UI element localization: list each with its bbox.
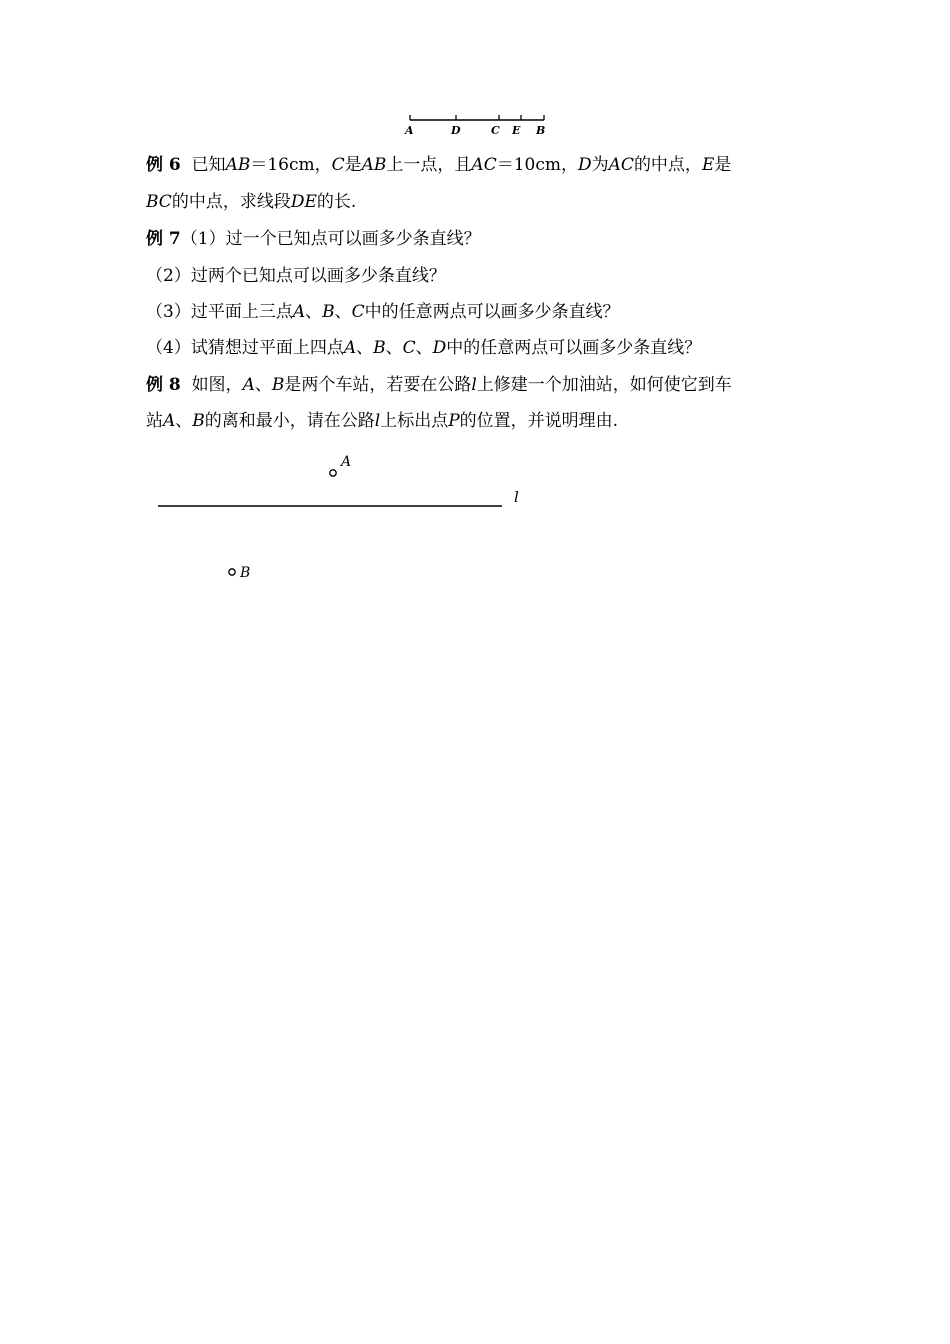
label-d: D [451,124,461,137]
var: A [343,338,357,358]
var: l [374,411,381,431]
segment-figure [396,110,556,140]
example-6-line-1 [146,151,731,179]
var: AB [361,155,387,175]
question-1: （1）过一个已知点可以画多少条直线？ [180,229,481,249]
road-figure [150,448,550,588]
var: AC [471,155,497,175]
text: 上修建一个加油站，如何使它到车 [476,375,732,395]
text: 、 [415,338,433,358]
var: B [192,411,205,431]
label-e: E [512,124,521,137]
example-7-line-4 [146,334,701,362]
var: AB [225,155,251,175]
text: 、 [356,338,374,358]
point-b-marker [229,569,235,575]
var: A [163,411,176,431]
example-8-line-2 [146,407,618,435]
text: 、 [254,375,272,395]
label-b: B [536,124,546,137]
text: 、 [334,302,352,322]
text: 、 [385,338,403,358]
text: 站 [146,411,163,431]
question-2: （2）过两个已知点可以画多少条直线？ [146,266,446,286]
example-6-line-2 [146,188,356,216]
text: 是 [344,155,362,175]
var: B [373,338,386,358]
text: 已知 [191,155,226,175]
example-7-line-2 [146,262,446,290]
text: （3）过平面上三点 [146,302,293,322]
text: 的长. [316,192,357,212]
text: 如图， [191,375,243,395]
var: A [292,302,306,322]
example-7-heading: 例 7 [146,229,181,249]
text: 的中点， [633,155,702,175]
var: D [432,338,447,358]
text: 中的任意两点可以画多少条直线？ [446,338,702,358]
var: B [322,302,335,322]
var: C [402,338,416,358]
var: P [448,411,460,431]
var: B [271,375,285,395]
var: D [578,155,592,175]
var: C [351,302,365,322]
var: DE [290,192,317,212]
var: C [331,155,345,175]
point-b-label: B [240,565,251,581]
label-c: C [491,124,500,137]
text: 为 [591,155,609,175]
text: 上标出点 [380,411,449,431]
example-7-line-3 [146,298,620,326]
text: 、 [305,302,323,322]
text: 的离和最小，请在公路 [204,411,375,431]
var: l [471,375,477,395]
road-label: l [514,488,519,506]
point-a-marker [330,470,336,476]
example-7-line-1 [146,225,481,253]
point-a-label: A [341,454,352,470]
var: A [242,375,255,395]
var: E [701,155,715,175]
text: ＝16cm， [250,155,332,175]
text: ＝10cm， [496,155,578,175]
text: 的位置，并说明理由. [459,411,619,431]
text: （4）试猜想过平面上四点 [146,338,344,358]
example-6-heading: 例 6 [146,155,181,175]
example-8-line-1 [146,371,732,399]
text: 的中点，求线段 [171,192,291,212]
text: 中的任意两点可以画多少条直线？ [364,302,620,322]
example-8-heading: 例 8 [146,375,181,395]
var: AC [608,155,634,175]
label-a: A [405,124,414,137]
text: 是两个车站，若要在公路 [284,375,472,395]
text: 、 [175,411,193,431]
text: 上一点，且 [386,155,472,175]
var: BC [146,192,172,212]
text: 是 [714,155,732,175]
